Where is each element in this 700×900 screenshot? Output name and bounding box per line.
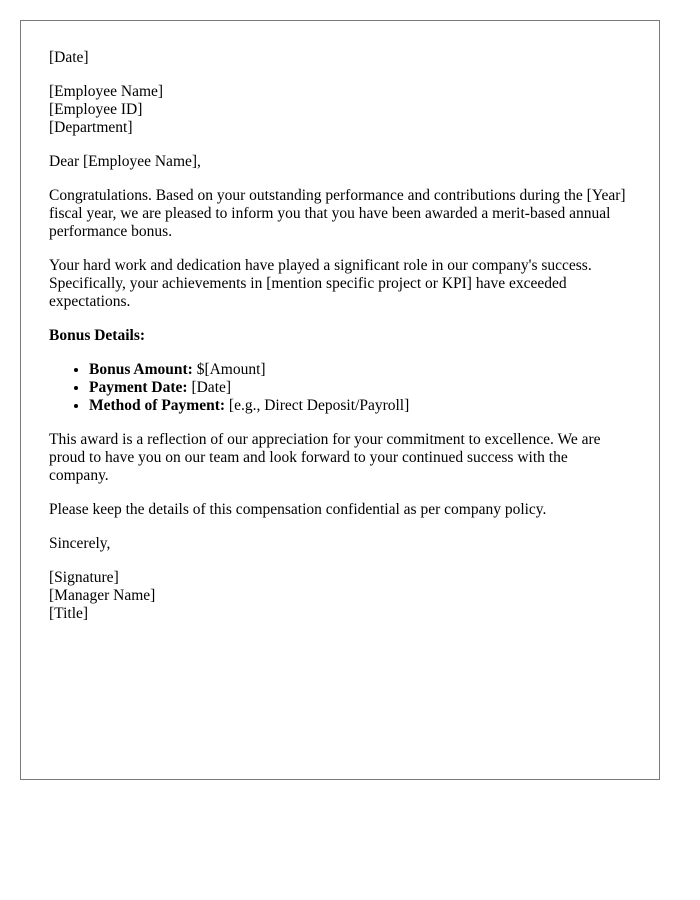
payment-date-item <box>89 379 631 397</box>
manager-name: [Manager Name] <box>49 587 156 604</box>
recipient-block <box>49 83 631 137</box>
bonus-amount-value: $[Amount] <box>196 361 266 378</box>
bonus-amount-item <box>89 361 631 379</box>
letter-document <box>20 20 660 780</box>
payment-date-value: [Date] <box>191 379 232 396</box>
closing: Sincerely, <box>49 535 111 552</box>
payment-method-label: Method of Payment: <box>89 397 226 414</box>
bonus-amount-label: Bonus Amount: <box>89 361 193 378</box>
paragraph-appreciation: This award is a reflection of our appreciation for your commitment to excellence. We are proud to have you on our team and look forward to your continued success with the company. <box>49 431 601 484</box>
salutation: Dear [Employee Name], <box>49 153 201 170</box>
paragraph-confidentiality: Please keep the details of this compensation confidential as per company policy. <box>49 501 547 518</box>
payment-method-value: [e.g., Direct Deposit/Payroll] <box>228 397 410 414</box>
paragraph-congratulations: Congratulations. Based on your outstanding performance and contributions during the [Year] fiscal year, we are pleased to inform you that you have been awarded a merit-based annual performance bonus. <box>49 187 626 240</box>
recipient-id: [Employee ID] <box>49 101 143 118</box>
manager-title: [Title] <box>49 605 89 622</box>
payment-method-item <box>89 397 631 415</box>
recipient-name: [Employee Name] <box>49 83 164 100</box>
recipient-department: [Department] <box>49 119 133 136</box>
letter-date: [Date] <box>49 49 89 66</box>
signature-block <box>49 569 631 623</box>
signature-placeholder: [Signature] <box>49 569 119 586</box>
paragraph-achievements: Your hard work and dedication have played a significant role in our company's success. Specifically, your achievements in [mention specific project or KPI] have exceeded expectations. <box>49 257 592 310</box>
bonus-details-heading: Bonus Details: <box>49 327 146 344</box>
bonus-details-list <box>49 361 631 415</box>
payment-date-label: Payment Date: <box>89 379 188 396</box>
